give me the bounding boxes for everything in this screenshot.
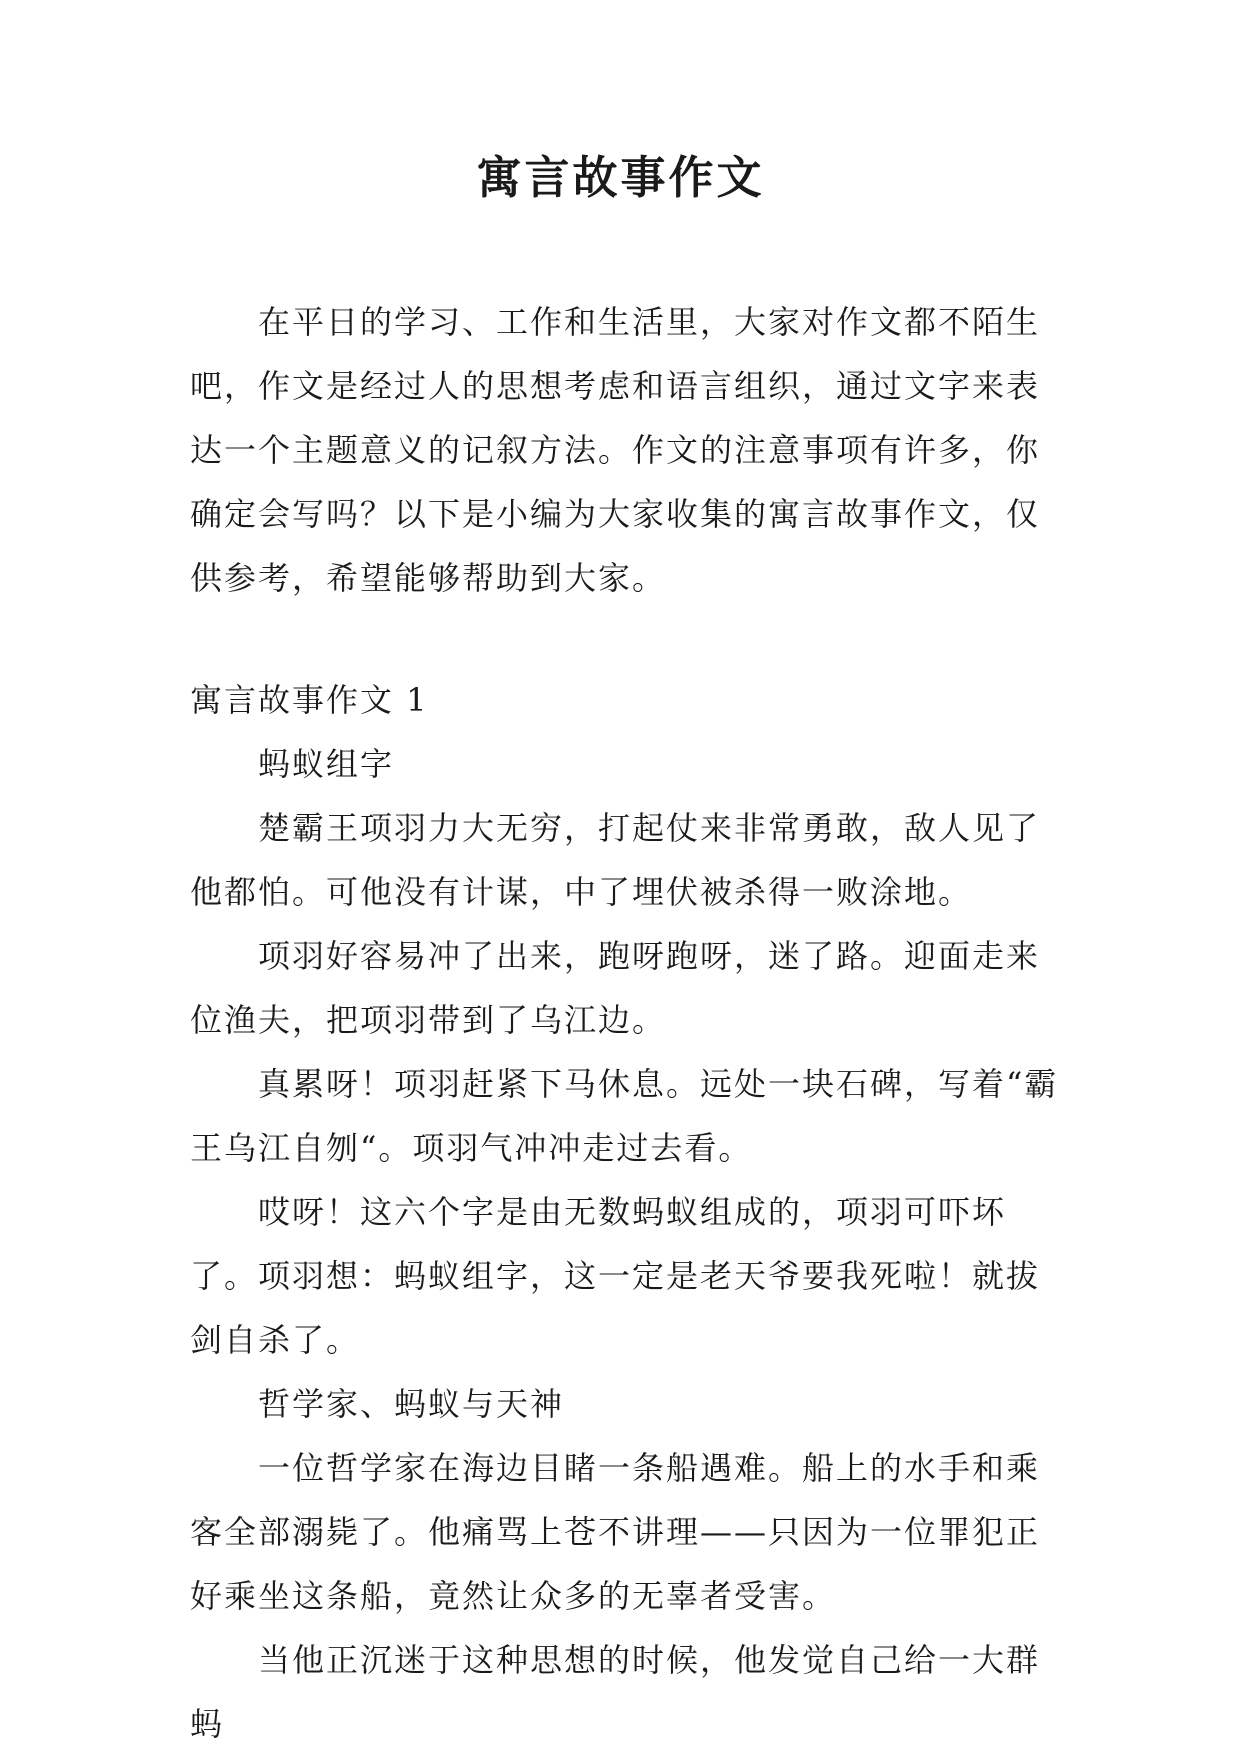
- intro-paragraph: 在平日的学习、工作和生活里，大家对作文都不陌生吧，作文是经过人的思想考虑和语言组织，通过文字来表达一个主题意义的记叙方法。作文的注意事项有许多，你确定会写吗？以下是小编为大家收集的寓言故事作文，仅供参考，希望能够帮助到大家。: [190, 303, 1041, 597]
- story-paragraph: 楚霸王项羽力大无穷，打起仗来非常勇敢，敌人见了他都怕。可他没有计谋，中了埋伏被杀得一败涂地。: [190, 809, 1041, 911]
- story-paragraph: 当他正沉迷于这种思想的时候，他发觉自己给一大群蚂: [190, 1641, 1041, 1743]
- story-paragraph: 一位哲学家在海边目睹一条船遇难。船上的水手和乘客全部溺毙了。他痛骂上苍不讲理——只因为一位罪犯正好乘坐这条船，竟然让众多的无辜者受害。: [190, 1449, 1041, 1615]
- story-title-philosopher: 哲学家、蚂蚁与天神: [258, 1385, 565, 1423]
- story-paragraph: 真累呀！项羽赶紧下马休息。远处一块石碑，写着“霸王乌江自刎“。项羽气冲冲走过去看。: [190, 1065, 1059, 1167]
- document-body: [190, 290, 1060, 1756]
- story-paragraph: 哎呀！这六个字是由无数蚂蚁组成的，项羽可吓坏了。项羽想：蚂蚁组字，这一定是老天爷要我死啦！就拔剑自杀了。: [190, 1193, 1041, 1359]
- document-title: 寓言故事作文: [476, 151, 765, 204]
- story-title-ant-characters: 蚂蚁组字: [258, 745, 395, 783]
- story-paragraph: 项羽好容易冲了出来，跑呀跑呀，迷了路。迎面走来位渔夫，把项羽带到了乌江边。: [190, 937, 1041, 1039]
- section-heading: 寓言故事作文 1: [190, 681, 429, 719]
